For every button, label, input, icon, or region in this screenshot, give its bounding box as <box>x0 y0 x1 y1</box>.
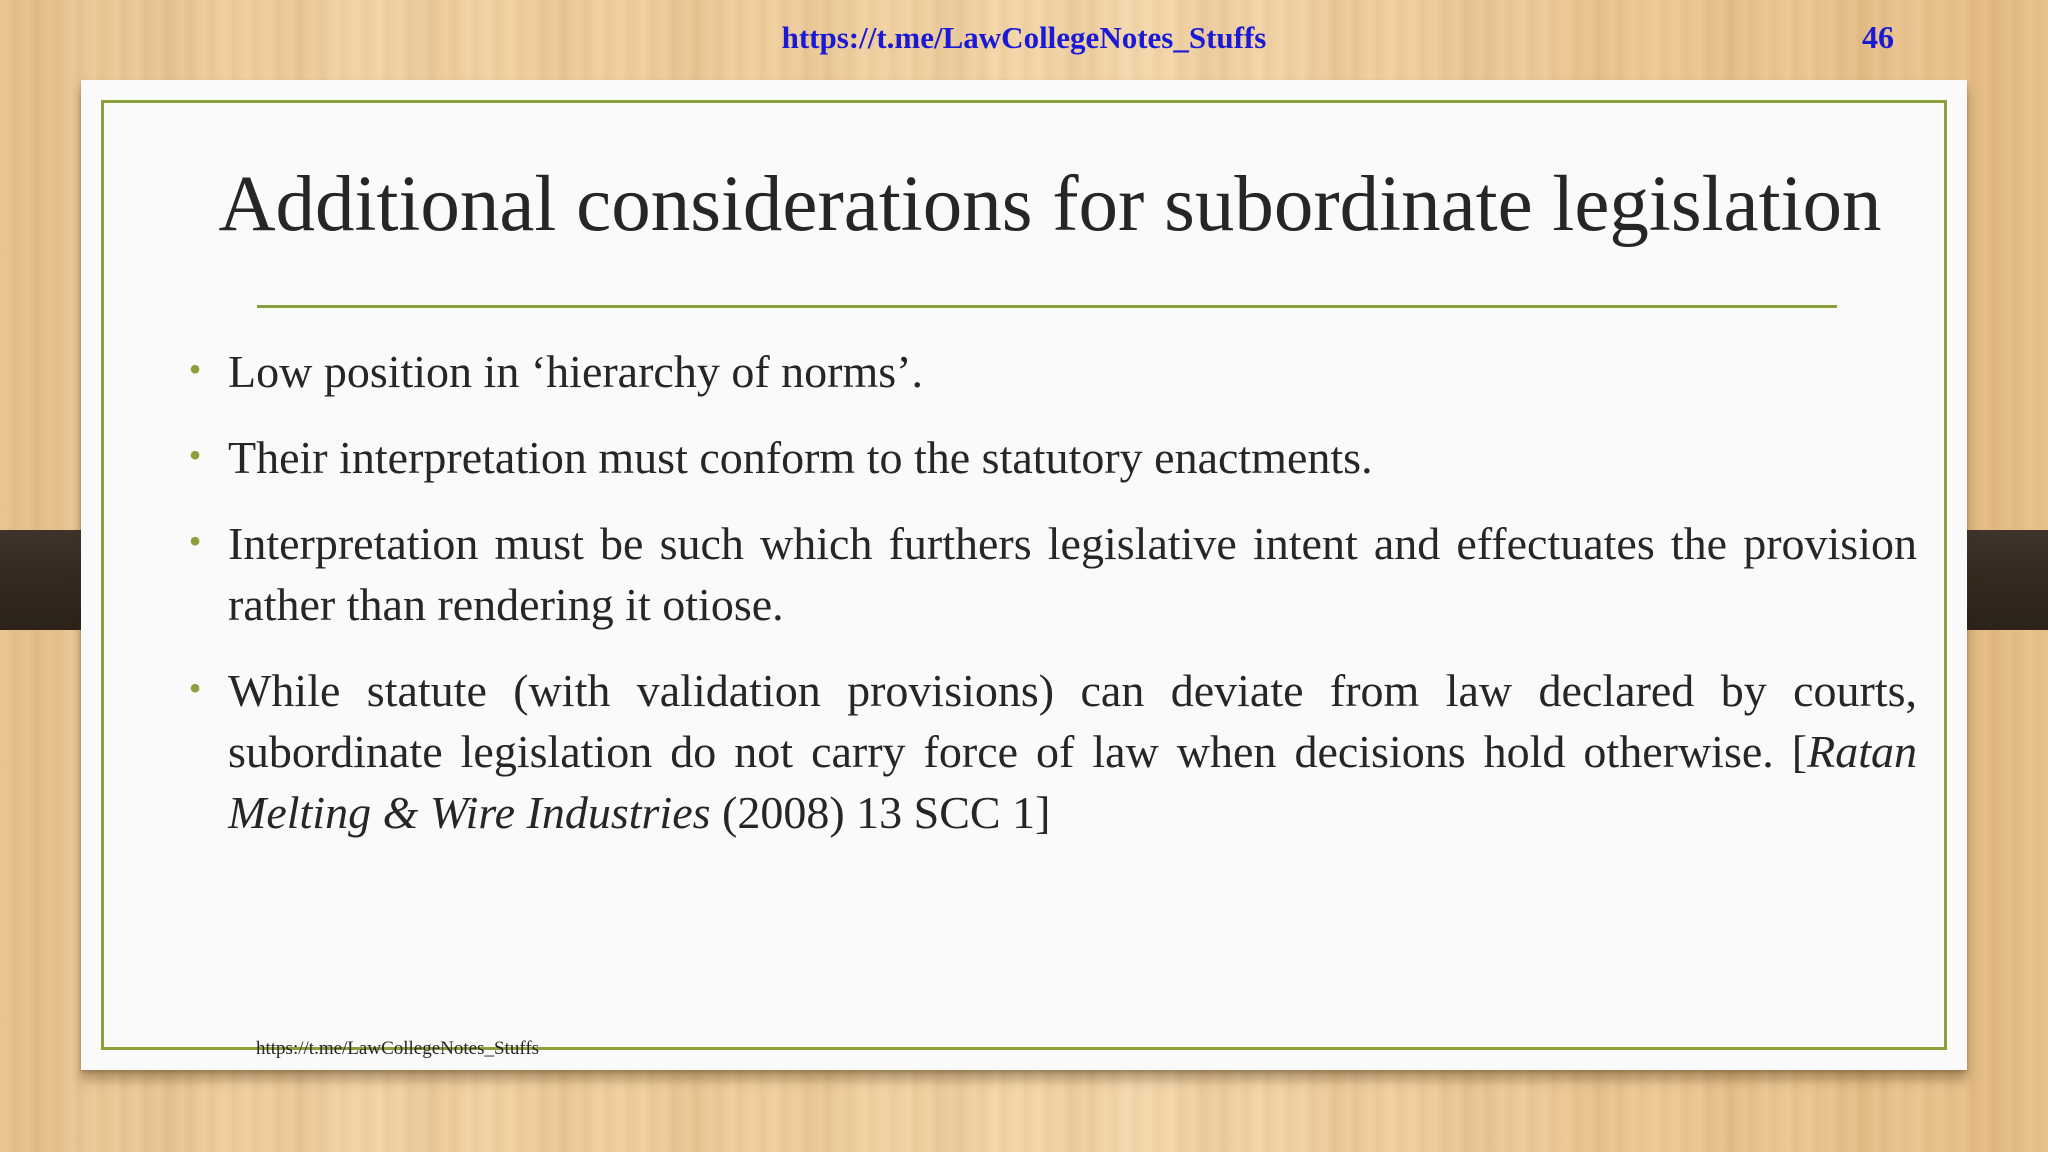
footer-link[interactable]: https://t.me/LawCollegeNotes_Stuffs <box>256 1038 540 1059</box>
bullet-icon: • <box>188 435 202 475</box>
citation-case-name: Ratan Melting & Wire Industries <box>228 726 1918 838</box>
page-number: 46 <box>1862 19 1894 55</box>
header-link[interactable]: https://t.me/LawCollegeNotes_Stuffs <box>781 20 1267 55</box>
title-divider <box>257 305 1837 308</box>
slide-paper <box>81 80 1967 1070</box>
bullet-icon: • <box>188 521 202 561</box>
citation-open: [ <box>1791 726 1808 777</box>
bullet-text: While statute (with validation provisions) can deviate from law declared by courts, subordinate legislation do not carry force of law when decisions hold otherwise. <box>228 665 1917 777</box>
bullet-icon: • <box>188 349 202 389</box>
bullet-text: Interpretation must be such which furthers legislative intent and effectuates the provision rather than rendering it otiose. <box>228 518 1917 630</box>
bullet-item <box>184 427 1917 488</box>
bullet-icon: • <box>188 668 202 708</box>
slide-title: Additional considerations for subordinate legislation <box>218 161 1882 248</box>
slide-frame <box>101 100 1947 1059</box>
bullet-item <box>184 341 1917 402</box>
bullet-item <box>184 660 1917 843</box>
citation-reference: (2008) 13 SCC 1] <box>710 787 1051 838</box>
bullet-text: Their interpretation must conform to the statutory enactments. <box>228 432 1373 483</box>
bullet-text: Low position in ‘hierarchy of norms’. <box>228 346 923 397</box>
bullet-item <box>184 513 1917 635</box>
bullet-list <box>184 341 1917 868</box>
